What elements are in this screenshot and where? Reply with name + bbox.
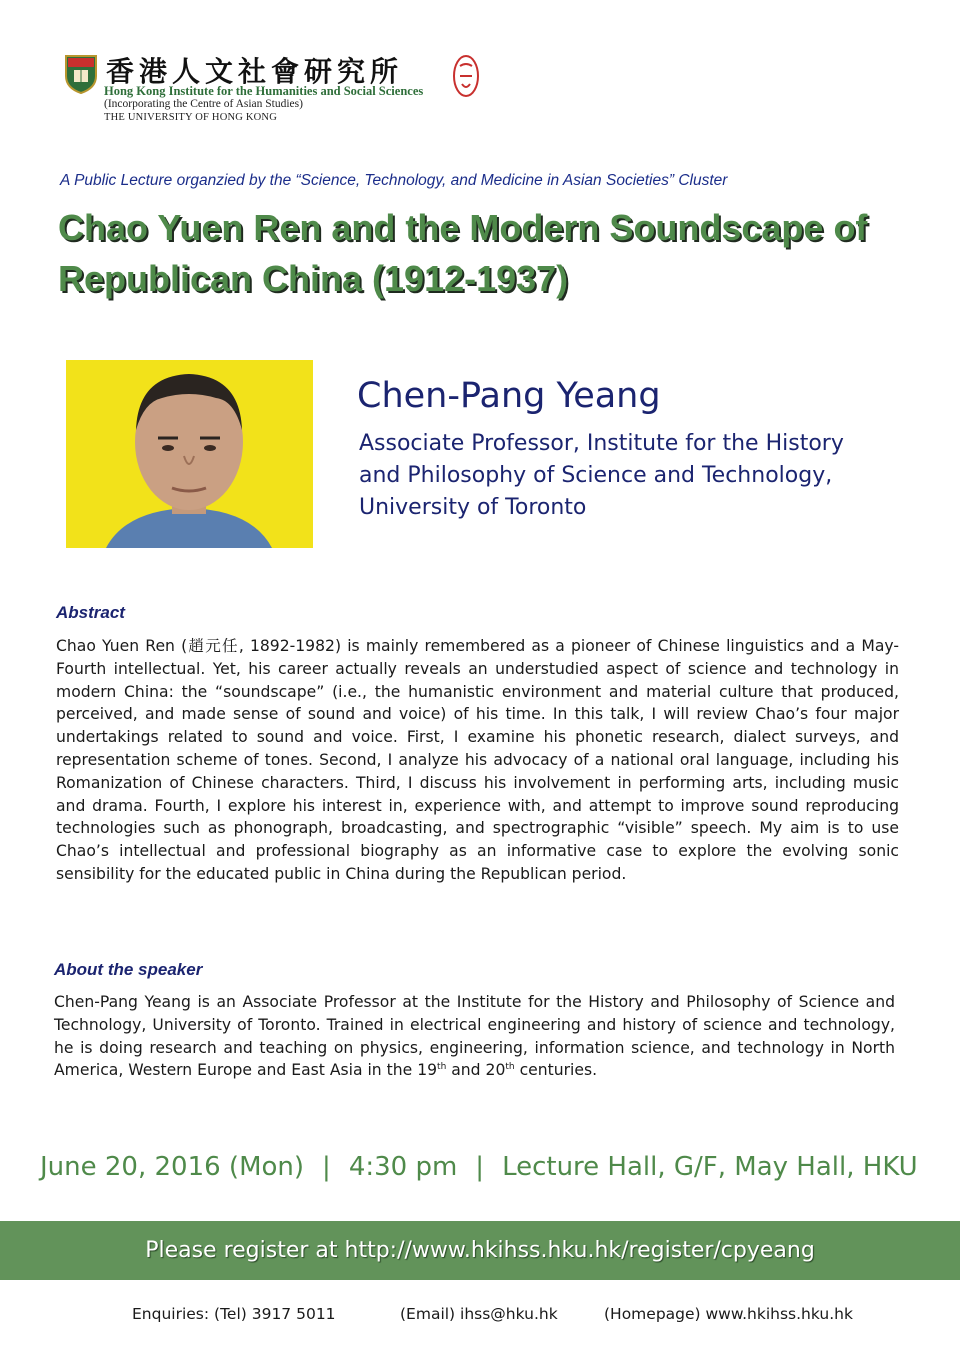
- footer-tel: Enquiries: (Tel) 3917 5011: [132, 1305, 336, 1323]
- lecture-title: Chao Yuen Ren and the Modern Soundscape of Republican China (1912-1937): [58, 207, 868, 299]
- separator: |: [322, 1152, 331, 1182]
- event-details: [40, 1152, 940, 1182]
- about-speaker-body: [54, 991, 895, 1082]
- seal-stamp-icon: [452, 54, 480, 98]
- about-text-part: and 20: [446, 1061, 506, 1080]
- lecture-subtitle: A Public Lecture organzied by the “Science, Technology, and Medicine in Asian Societies” Cluster: [60, 172, 728, 189]
- register-link[interactable]: Please register at http://www.hkihss.hku.hk/register/cpyeang: [145, 1238, 815, 1263]
- abstract-body: Chao Yuen Ren (趙元任, 1892-1982) is mainly remembered as a pioneer of Chinese linguistics and a May-Fourth intellectual. Yet, his career actually reveals an understudied aspect of science and technology in modern China: the “soundscape” (i.e., the humanistic environment and material culture that produced, perceived, and made sense of sound and voice) of his time. In this talk, I will review Chao’s four major undertakings related to sound and voice. First, I examine his phonetic research, dialect surveys, and representation scheme of tones. Second, I analyze his advocacy of a national oral language, including his Romanization of Chinese characters. Third, I discuss his involvement in performing arts, including music and drama. Fourth, I explore his interest in, experience with, and attempt to improve sound reproducing technologies such as phonograph, broadcasting, and spectrographic “visible” speech. My aim is to use Chao’s intellectual and professional biography as an informative case to explore the evolving sonic sensibility for the educated public in China during the Republican period.: [56, 637, 899, 883]
- footer-homepage[interactable]: (Homepage) www.hkihss.hku.hk: [604, 1305, 853, 1323]
- speaker-affiliation-line: and Philosophy of Science and Technology,: [359, 463, 833, 488]
- abstract-heading: Abstract: [56, 603, 125, 622]
- register-banner: [0, 1221, 960, 1280]
- speaker-name: Chen-Pang Yeang: [357, 376, 661, 416]
- about-text-part: centuries.: [514, 1061, 598, 1080]
- ordinal-suffix: th: [437, 1062, 447, 1073]
- university-name: THE UNIVERSITY OF HONG KONG: [104, 112, 278, 123]
- hku-crest-logo: [64, 54, 98, 94]
- speaker-photo: [66, 360, 313, 548]
- speaker-affiliation: [359, 428, 919, 524]
- speaker-affiliation-line: Associate Professor, Institute for the History: [359, 431, 844, 456]
- ordinal-suffix: th: [505, 1062, 515, 1073]
- event-time: 4:30 pm: [348, 1152, 458, 1182]
- separator: |: [475, 1152, 485, 1182]
- about-speaker-heading: About the speaker: [54, 960, 203, 979]
- event-venue: Lecture Hall, G/F, May Hall, HKU: [502, 1152, 918, 1182]
- institute-incorporating: (Incorporating the Centre of Asian Studies): [104, 98, 303, 110]
- institute-english-name: Hong Kong Institute for the Humanities and Social Sciences: [104, 84, 424, 98]
- footer-email[interactable]: (Email) ihss@hku.hk: [400, 1305, 558, 1323]
- speaker-affiliation-line: University of Toronto: [359, 495, 587, 520]
- event-date: June 20, 2016 (Mon): [40, 1152, 305, 1182]
- about-text-part: Chen-Pang Yeang is an Associate Professor at the Institute for the History and Philosophy of Science and Technology, University of Toronto. Trained in electrical engineering and history of science and technology, he is doing research and teaching on physics, engineering, information science, and technology in North America, Western Europe and East Asia in the 19: [54, 993, 895, 1080]
- institute-chinese-name: 香港人文社會研究所: [106, 55, 404, 88]
